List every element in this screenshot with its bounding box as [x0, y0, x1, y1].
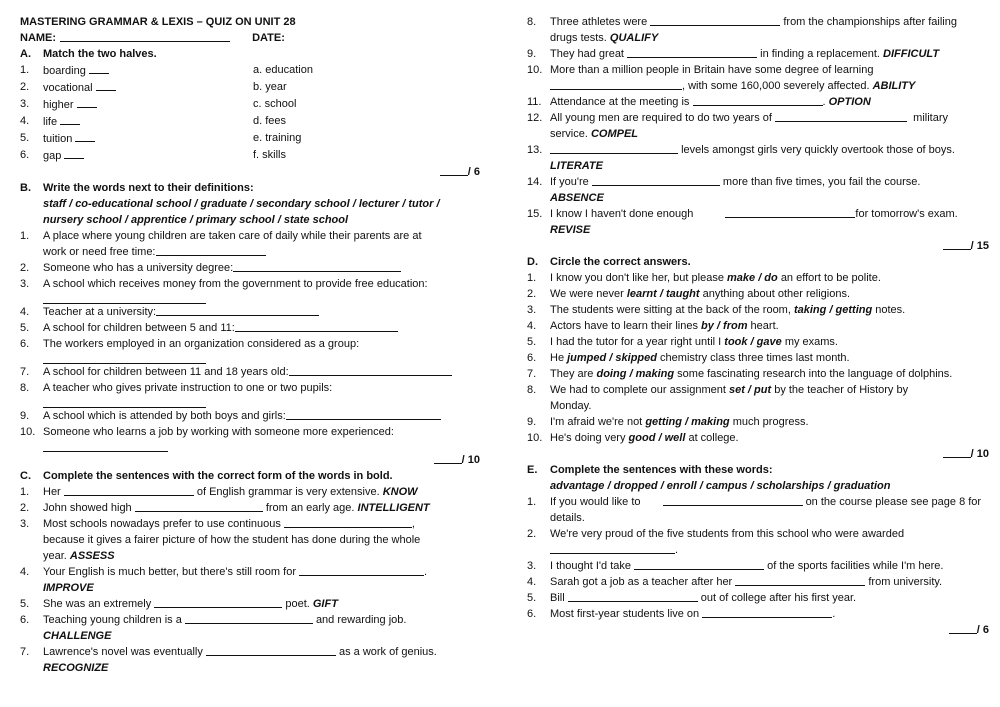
section-d-heading: D. Circle the correct answers. — [527, 256, 691, 268]
question-cont: service. COMPEL — [550, 128, 639, 140]
question-cont: Monday. — [550, 400, 592, 412]
question: 6. He jumped / skipped chemistry class three times last month. — [527, 352, 850, 364]
section-a-score: / 6 — [20, 164, 480, 180]
answer-blank[interactable] — [725, 206, 855, 218]
score-blank[interactable] — [943, 446, 971, 458]
question: 15. I know I haven't done enough for tomorrow's exam. — [527, 208, 958, 220]
question: 7. They are doing / making some fascinating research into the language of dolphins. — [527, 368, 953, 380]
question: 3. I thought I'd take of the sports facilities while I'm here. — [527, 560, 944, 572]
question: 4. Sarah got a job as a teacher after her from university. — [527, 576, 943, 588]
question: 1. A place where young children are taken care of daily while their parents are at — [20, 230, 422, 242]
question: 7. Lawrence's novel was eventually as a work of genius. — [20, 646, 437, 658]
question-cont: REVISE — [550, 224, 591, 236]
match-row: 4. life d. fees — [20, 115, 287, 128]
question-cont: , with some 160,000 severely affected. ABILITY — [527, 78, 989, 94]
question-cont: ABSENCE — [550, 192, 604, 204]
answer-blank[interactable] — [206, 644, 336, 656]
section-b-heading: B. Write the words next to their definitions: — [20, 182, 254, 194]
name-date-line — [20, 30, 480, 46]
section-b-score: / 10 — [20, 452, 480, 468]
left-column — [20, 14, 480, 676]
answer-blank[interactable] — [60, 113, 80, 125]
answer-options[interactable]: by / from — [701, 320, 748, 332]
match-row: 6. gap f. skills — [20, 149, 286, 162]
answer-options[interactable]: good / well — [628, 432, 686, 444]
match-row: 3. higher c. school — [20, 98, 297, 111]
answer-blank[interactable] — [135, 500, 263, 512]
answer-blank[interactable] — [233, 260, 401, 272]
question: 5. She was an extremely poet. GIFT — [20, 598, 338, 610]
question: 9. A school which is attended by both boys and girls: — [20, 408, 480, 424]
question: 6. The workers employed in an organization considered as a group: — [20, 338, 360, 350]
question-cont: . — [527, 542, 989, 558]
answer-blank[interactable] — [284, 516, 412, 528]
answer-blank[interactable] — [735, 574, 865, 586]
answer-blank[interactable] — [77, 96, 97, 108]
date-label: DATE: — [252, 32, 285, 44]
section-a-heading: A. Match the two halves. — [20, 48, 157, 60]
question-cont: work or need free time: — [20, 244, 480, 260]
answer-blank[interactable] — [702, 606, 832, 618]
question: 7. A school for children between 11 and 18 years old: — [20, 364, 480, 380]
question-cont: IMPROVE — [43, 582, 94, 594]
answer-options[interactable]: taking / getting — [793, 304, 873, 316]
answer-blank[interactable] — [154, 596, 282, 608]
question: 8. Three athletes were from the championships after failing — [527, 16, 957, 28]
question: 4. Teacher at a university: — [20, 304, 480, 320]
answer-blank[interactable] — [89, 62, 109, 74]
answer-blank[interactable] — [235, 320, 398, 332]
question: 2. John showed high from an early age. INTELLIGENT — [20, 502, 430, 514]
answer-blank[interactable] — [550, 142, 678, 154]
answer-options[interactable]: took / gave — [724, 336, 782, 348]
question-cont: details. — [550, 512, 585, 524]
score-blank[interactable] — [434, 452, 462, 464]
answer-blank[interactable] — [96, 79, 116, 91]
word-list: staff / co-educational school / graduate / secondary school / lecturer / tutor / — [43, 198, 440, 210]
score-blank[interactable] — [943, 238, 971, 250]
question: 3. Most schools nowadays prefer to use continuous , — [20, 518, 415, 530]
section-e-score: / 6 — [527, 622, 989, 638]
question: 9. They had great in finding a replacement. DIFFICULT — [527, 48, 940, 60]
question-cont: because it gives a fairer picture of how the student has done during the whole — [43, 534, 421, 546]
score-blank[interactable] — [440, 164, 468, 176]
question: 5. Bill out of college after his first year. — [527, 592, 857, 604]
question: 6. Teaching young children is a and rewarding job. — [20, 614, 407, 626]
answer-blank[interactable] — [592, 174, 720, 186]
question-cont: RECOGNIZE — [43, 662, 109, 674]
question: 9. I'm afraid we're not getting / making much progress. — [527, 416, 809, 428]
match-row: 5. tuition e. training — [20, 132, 302, 145]
match-row: 1. boarding a. education — [20, 64, 313, 77]
answer-options[interactable]: getting / making — [645, 416, 730, 428]
answer-options[interactable]: set / put — [728, 384, 772, 396]
question: 2. We were never learnt / taught anything about other religions. — [527, 288, 851, 300]
answer-blank[interactable] — [75, 130, 95, 142]
section-c-heading: C. Complete the sentences with the correct form of the words in bold. — [20, 470, 393, 482]
question: 4. Actors have to learn their lines by / from heart. — [527, 320, 779, 332]
question-cont: year. ASSESS — [43, 550, 115, 562]
question: 11. Attendance at the meeting is . OPTION — [527, 96, 871, 108]
answer-blank[interactable] — [64, 147, 84, 159]
question-cont — [20, 440, 480, 452]
right-column — [527, 14, 989, 638]
section-d-score: / 10 — [527, 446, 989, 462]
answer-blank[interactable] — [634, 558, 764, 570]
question: 8. We had to complete our assignment set / put by the teacher of History by — [527, 384, 909, 396]
question: 6. Most first-year students live on . — [527, 608, 836, 620]
match-row: 2. vocational b. year — [20, 81, 287, 94]
answer-blank[interactable] — [550, 542, 675, 554]
question: 4. Your English is much better, but there's still room for . — [20, 566, 428, 578]
answer-blank[interactable] — [156, 304, 319, 316]
question-cont — [20, 352, 480, 364]
question: 12. All young men are required to do two years of military — [527, 112, 948, 124]
answer-blank[interactable] — [286, 408, 441, 420]
answer-blank[interactable] — [550, 78, 682, 90]
question: 8. A teacher who gives private instruction to one or two pupils: — [20, 382, 333, 394]
answer-blank[interactable] — [289, 364, 452, 376]
word-list: advantage / dropped / enroll / campus / scholarships / graduation — [550, 480, 891, 492]
question: 10. More than a million people in Britain have some degree of learning — [527, 64, 874, 76]
question: 5. I had the tutor for a year right until I took / gave my exams. — [527, 336, 838, 348]
section-c-score: / 15 — [527, 238, 989, 254]
answer-blank[interactable] — [43, 352, 206, 364]
question-cont: LITERATE — [550, 160, 603, 172]
question-cont — [20, 292, 480, 304]
question: 1. Her of English grammar is very extensive. KNOW — [20, 486, 418, 498]
question: 1. If you would like to on the course please see page 8 for — [527, 496, 982, 508]
quiz-title: MASTERING GRAMMAR & LEXIS – QUIZ ON UNIT 28 — [20, 16, 296, 28]
answer-options[interactable]: jumped / skipped — [567, 352, 657, 364]
question: 10. He's doing very good / well at college. — [527, 432, 739, 444]
answer-blank[interactable] — [650, 14, 780, 26]
answer-blank[interactable] — [156, 244, 266, 256]
answer-blank[interactable] — [43, 440, 168, 452]
question: 2. We're very proud of the five students from this school who were awarded — [527, 528, 905, 540]
answer-options[interactable]: make / do — [727, 272, 778, 284]
answer-blank[interactable] — [185, 612, 313, 624]
question: 1. I know you don't like her, but please make / do an effort to be polite. — [527, 272, 881, 284]
question: 2. Someone who has a university degree: — [20, 260, 480, 276]
answer-blank[interactable] — [299, 564, 424, 576]
question-cont: CHALLENGE — [43, 630, 112, 642]
section-e-heading: E. Complete the sentences with these words: — [527, 464, 773, 476]
question: 13. levels amongst girls very quickly overtook those of boys. — [527, 144, 955, 156]
answer-options[interactable]: doing / making — [596, 368, 675, 380]
question: 3. A school which receives money from the government to provide free education: — [20, 278, 428, 290]
name-label: NAME: — [20, 32, 57, 44]
answer-blank[interactable] — [693, 94, 823, 106]
answer-blank[interactable] — [568, 590, 698, 602]
answer-options[interactable]: learnt / taught — [626, 288, 700, 300]
question: 3. The students were sitting at the back of the room, taking / getting notes. — [527, 304, 906, 316]
question-cont — [20, 396, 480, 408]
score-blank[interactable] — [949, 622, 977, 634]
answer-blank[interactable] — [663, 494, 803, 506]
question: 14. If you're more than five times, you fail the course. — [527, 176, 921, 188]
question: 5. A school for children between 5 and 11: — [20, 320, 480, 336]
answer-blank[interactable] — [627, 46, 757, 58]
answer-blank[interactable] — [43, 292, 206, 304]
question-cont: drugs tests. QUALIFY — [550, 32, 659, 44]
word-list: nursery school / apprentice / primary school / state school — [43, 214, 349, 226]
name-field[interactable] — [60, 30, 230, 42]
answer-blank[interactable] — [43, 396, 206, 408]
question: 10. Someone who learns a job by working with someone more experienced: — [20, 426, 394, 438]
answer-blank[interactable] — [64, 484, 194, 496]
answer-blank[interactable] — [775, 110, 907, 122]
